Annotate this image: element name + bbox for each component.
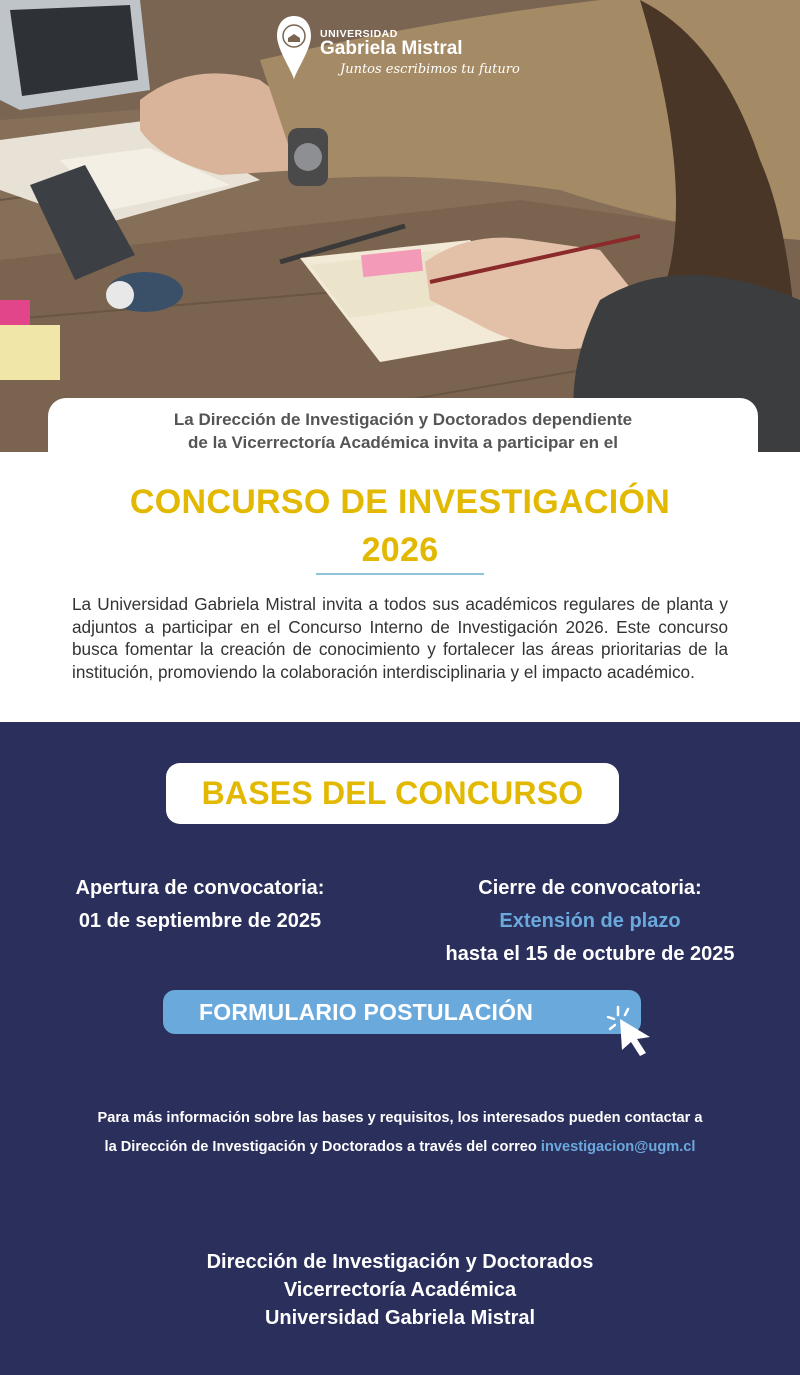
footer-line-1: Dirección de Investigación y Doctorados: [206, 1251, 594, 1273]
description-paragraph: La Universidad Gabriela Mistral invita a todos sus académicos regulares de planta y adjuntos a participar en el Concurso Interno de Investigación 2026. Este concurso busca fomentar la creación de conocimiento y fortalecer las áreas prioritarias de la institución, promoviendo la colaboración interdisciplinaria y el impacto académico.: [72, 594, 728, 682]
opening-title: Apertura de convocatoria:: [75, 877, 325, 899]
contact-line-2-text: la Dirección de Investigación y Doctorados a través del correo: [104, 1139, 537, 1155]
intro-line-1: La Dirección de Investigación y Doctorados dependiente: [173, 410, 633, 429]
university-logo: [276, 14, 546, 84]
intro-line-2: de la Vicerrectoría Académica invita a participar en el: [188, 433, 618, 452]
logo-name: Gabriela Mistral: [320, 38, 463, 59]
opening-date: 01 de septiembre de 2025: [78, 910, 322, 932]
bases-label: BASES DEL CONCURSO: [201, 775, 584, 811]
logo-slogan: Juntos escribimos tu futuro: [340, 62, 520, 77]
logo-university-label: UNIVERSIDAD: [320, 28, 398, 40]
bases-button[interactable]: [166, 763, 619, 824]
footer-line-3: Universidad Gabriela Mistral: [264, 1307, 536, 1329]
footer-line-2: Vicerrectoría Académica: [283, 1279, 517, 1301]
contact-email-link[interactable]: investigacion@ugm.cl: [540, 1139, 696, 1155]
contact-line-2: [20, 1133, 780, 1162]
closing-extension: Extensión de plazo: [499, 910, 681, 932]
title-divider: [316, 573, 484, 575]
title-line-2: 2026: [361, 531, 439, 569]
application-form-button[interactable]: [163, 990, 641, 1034]
footer: [0, 1248, 800, 1332]
closing-date: hasta el 15 de octubre de 2025: [445, 943, 735, 965]
page-title: [0, 478, 800, 574]
cursor-click-icon: [606, 1003, 662, 1059]
contact-info: [20, 1104, 780, 1162]
hero-photo: [0, 0, 800, 452]
closing-title: Cierre de convocatoria:: [478, 877, 702, 899]
contact-line-1: Para más información sobre las bases y requisitos, los interesados pueden contactar a: [97, 1110, 703, 1126]
logo-pin-icon: [276, 14, 312, 82]
title-line-1: CONCURSO DE INVESTIGACIÓN: [129, 483, 671, 521]
intro-text: [48, 408, 758, 454]
application-form-label: FORMULARIO POSTULACIÓN: [199, 998, 534, 1025]
